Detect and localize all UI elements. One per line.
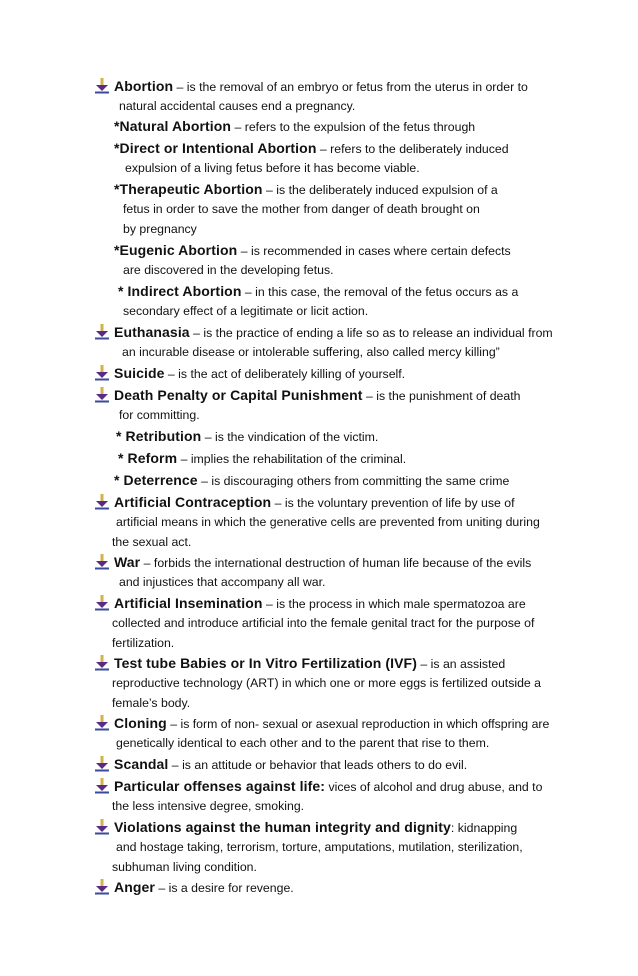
definition: – is the punishment of death <box>362 389 521 403</box>
definition: – forbids the international destruction of human life because of the evils <box>140 556 532 570</box>
sub-item-reform <box>118 448 588 468</box>
term: Death Penalty or Capital Punishment <box>114 387 363 403</box>
continuation-line: female’s body. <box>112 696 191 710</box>
term: Violations against the human integrity and dignity <box>114 819 451 835</box>
continuation-line: for committing. <box>119 408 200 422</box>
term: Particular offenses against life: <box>114 778 326 794</box>
sub-item-retribution <box>116 426 586 446</box>
list-item-cloning <box>94 713 574 753</box>
term: Abortion <box>114 78 174 94</box>
list-item-artificial-insemination <box>94 593 574 653</box>
list-item-violations <box>94 817 574 877</box>
list-item-suicide <box>94 363 574 383</box>
down-arrow-bullet-icon <box>94 494 110 510</box>
down-arrow-bullet-icon <box>94 387 110 403</box>
definition: – is an attitude or behavior that leads others to do evil. <box>168 758 468 772</box>
sub-item-deterrence <box>114 470 584 490</box>
continuation-line: collected and introduce artificial into the female genital tract for the purpose of <box>112 616 535 630</box>
definition: – is the voluntary prevention of life by use of <box>271 496 515 510</box>
definition: – is the practice of ending a life so as to release an individual from <box>189 326 553 340</box>
list-item-scandal <box>94 754 574 774</box>
term: Artificial Insemination <box>114 595 263 611</box>
sub-item-therapeutic-abortion <box>114 179 584 239</box>
definition: – is the act of deliberately killing of yourself. <box>164 367 406 381</box>
continuation-line: artificial means in which the generative cells are prevented from uniting during <box>116 515 540 529</box>
down-arrow-bullet-icon <box>94 78 110 94</box>
sub-item-indirect-abortion <box>114 281 584 321</box>
term: Test tube Babies or In Vitro Fertilization (IVF) <box>114 655 417 671</box>
term: *Natural Abortion <box>114 118 232 134</box>
definition: vices of alcohol and drug abuse, and to <box>325 780 543 794</box>
sub-item-eugenic-abortion <box>114 240 584 280</box>
definition: – is the vindication of the victim. <box>201 430 379 444</box>
continuation-line: and injustices that accompany all war. <box>119 575 326 589</box>
list-item-euthanasia <box>94 322 574 362</box>
definition: – refers to the deliberately induced <box>316 142 509 156</box>
term: * Retribution <box>116 428 202 444</box>
term: Cloning <box>114 715 167 731</box>
down-arrow-bullet-icon <box>94 819 110 835</box>
term: *Eugenic Abortion <box>114 242 238 258</box>
list-item-particular-offenses <box>94 776 574 816</box>
definition: – is form of non- sexual or asexual reproduction in which offspring are <box>166 717 550 731</box>
down-arrow-bullet-icon <box>94 595 110 611</box>
continuation-line: are discovered in the developing fetus. <box>123 263 334 277</box>
down-arrow-bullet-icon <box>94 655 110 671</box>
definition: – is recommended in cases where certain defects <box>237 244 511 258</box>
down-arrow-bullet-icon <box>94 365 110 381</box>
continuation-line: secondary effect of a legitimate or licit action. <box>123 304 369 318</box>
term: * Deterrence <box>114 472 198 488</box>
continuation-line: by pregnancy <box>123 222 197 236</box>
down-arrow-bullet-icon <box>94 879 110 895</box>
continuation-line: natural accidental causes end a pregnancy. <box>119 99 356 113</box>
list-item-ivf <box>94 653 574 713</box>
definition: : kidnapping <box>450 821 518 835</box>
term: Euthanasia <box>114 324 190 340</box>
list-item-war <box>94 552 574 592</box>
continuation-line: fertilization. <box>112 636 175 650</box>
down-arrow-bullet-icon <box>94 715 110 731</box>
definition: – is an assisted <box>416 657 506 671</box>
sub-item-direct-abortion <box>114 138 584 178</box>
term: * Reform <box>118 450 178 466</box>
continuation-line: fetus in order to save the mother from danger of death brought on <box>123 202 480 216</box>
definition: – is discouraging others from committing the same crime <box>197 474 510 488</box>
continuation-line: expulsion of a living fetus before it has become viable. <box>125 161 420 175</box>
continuation-line: the less intensive degree, smoking. <box>112 799 305 813</box>
term: Suicide <box>114 365 165 381</box>
down-arrow-bullet-icon <box>94 324 110 340</box>
list-item-death-penalty <box>94 385 574 425</box>
definition: – refers to the expulsion of the fetus through <box>231 120 476 134</box>
term: War <box>114 554 141 570</box>
list-item-anger <box>94 877 574 897</box>
definition: – in this case, the removal of the fetus occurs as a <box>241 285 519 299</box>
term: Scandal <box>114 756 169 772</box>
down-arrow-bullet-icon <box>94 756 110 772</box>
down-arrow-bullet-icon <box>94 778 110 794</box>
list-item-artificial-contraception <box>94 492 574 552</box>
list-item-abortion <box>94 76 574 116</box>
continuation-line: reproductive technology (ART) in which one or more eggs is fertilized outside a <box>112 676 542 690</box>
term: Artificial Contraception <box>114 494 272 510</box>
definition: – is the process in which male spermatozoa are <box>262 597 526 611</box>
definition: – is the deliberately induced expulsion of a <box>262 183 498 197</box>
continuation-line: genetically identical to each other and to the parent that rise to them. <box>116 736 490 750</box>
term: * Indirect Abortion <box>118 283 242 299</box>
definition: – is a desire for revenge. <box>154 881 294 895</box>
definition: – is the removal of an embryo or fetus from the uterus in order to <box>173 80 528 94</box>
continuation-line: and hostage taking, terrorism, torture, amputations, mutilation, sterilization, <box>116 840 523 854</box>
term: *Direct or Intentional Abortion <box>114 140 317 156</box>
term: Anger <box>114 879 155 895</box>
continuation-line: an incurable disease or intolerable suffering, also called mercy killing” <box>122 345 500 359</box>
sub-item-natural-abortion <box>114 116 584 136</box>
continuation-line: the sexual act. <box>112 535 192 549</box>
continuation-line: subhuman living condition. <box>112 860 257 874</box>
term: *Therapeutic Abortion <box>114 181 263 197</box>
down-arrow-bullet-icon <box>94 554 110 570</box>
definition: – implies the rehabilitation of the criminal. <box>177 452 407 466</box>
